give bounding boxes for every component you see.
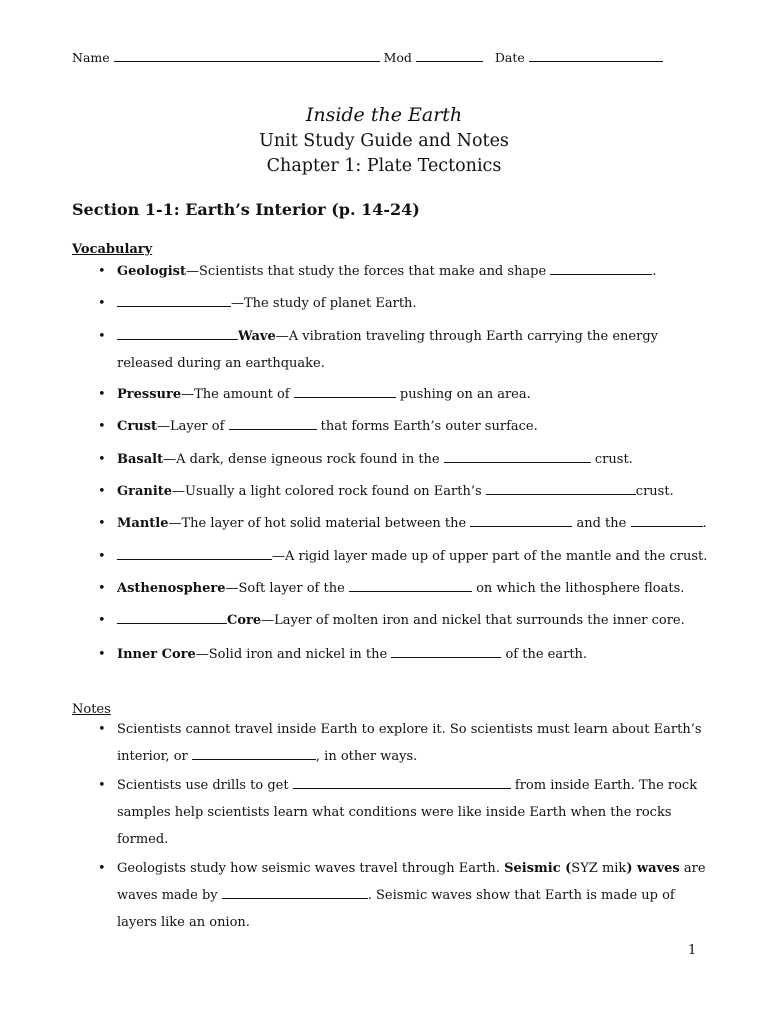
date-blank[interactable] — [529, 48, 663, 62]
vocab-definition-mid: and the — [576, 516, 627, 531]
answer-blank[interactable] — [294, 384, 396, 398]
answer-blank[interactable] — [117, 546, 272, 560]
vocab-item-outer-core — [117, 607, 707, 634]
vocab-term: Pressure — [117, 387, 182, 402]
vocab-item-geologist — [117, 258, 707, 285]
note-text: Scientists cannot travel inside Earth to explore it. So scientists must learn about Earth’s interior, or — [117, 722, 702, 764]
note-text: Geologists study how seismic waves travel through Earth. — [117, 861, 500, 876]
answer-blank[interactable] — [444, 449, 591, 463]
vocab-term: Wave — [238, 329, 276, 344]
vocab-definition-end: pushing on an area. — [399, 387, 531, 402]
vocab-definition: —Usually a light colored rock found on Earth’s — [172, 484, 482, 499]
note-term-end: ) waves — [626, 861, 680, 876]
vocab-item-lithosphere — [117, 543, 707, 570]
vocab-definition-end: crust. — [635, 484, 674, 499]
vocab-term: Asthenosphere — [117, 581, 226, 596]
vocab-term: Crust — [117, 419, 157, 434]
vocab-definition-end: . — [702, 516, 707, 531]
vocab-definition-end: that forms Earth’s outer surface. — [320, 419, 538, 434]
vocab-term: Geologist — [117, 264, 187, 279]
vocab-term: Inner Core — [117, 647, 196, 662]
note-item-drills — [117, 772, 707, 853]
vocab-definition: —Scientists that study the forces that make and shape — [186, 264, 547, 279]
title-chapter: Chapter 1: Plate Tectonics — [266, 156, 502, 176]
note-text-end: from inside Earth. The rock samples help scientists learn what conditions were like inside Earth when the rocks formed. — [117, 778, 698, 847]
vocab-term: Basalt — [117, 452, 164, 467]
note-text-end: , in other ways. — [315, 749, 418, 764]
answer-blank[interactable] — [222, 885, 368, 899]
vocab-definition-end: on which the lithosphere floats. — [476, 581, 685, 596]
answer-blank[interactable] — [293, 775, 511, 789]
answer-blank[interactable] — [470, 513, 572, 527]
vocab-definition: —The amount of — [181, 387, 290, 402]
notes-label: Notes — [72, 702, 111, 717]
answer-blank[interactable] — [229, 416, 317, 430]
answer-blank[interactable] — [192, 746, 316, 760]
vocab-definition: —Layer of — [156, 419, 225, 434]
name-label: Name — [72, 50, 110, 65]
vocab-item-asthenosphere — [117, 575, 707, 602]
note-item-seismic-waves — [117, 855, 707, 936]
vocabulary-label: Vocabulary — [72, 242, 153, 257]
answer-blank[interactable] — [349, 578, 472, 592]
vocab-definition: —A vibration traveling through Earth carrying the energy released during an earthquake. — [117, 329, 658, 371]
vocab-definition: —Solid iron and nickel in the — [195, 647, 388, 662]
note-pronunciation: SYZ mik — [571, 861, 627, 876]
title-subtitle: Unit Study Guide and Notes — [259, 131, 509, 151]
note-text-mid: are waves made by — [117, 861, 706, 903]
mod-label: Mod — [383, 50, 412, 65]
date-label: Date — [494, 50, 525, 65]
vocab-item-inner-core — [117, 641, 707, 668]
vocab-term: Core — [227, 613, 262, 628]
vocab-item-granite — [117, 478, 707, 505]
answer-blank[interactable] — [117, 326, 238, 340]
answer-blank[interactable] — [550, 261, 652, 275]
vocab-definition: —Soft layer of the — [225, 581, 345, 596]
vocab-definition-end: crust. — [594, 452, 633, 467]
vocab-item-pressure — [117, 381, 707, 408]
vocab-definition: —The study of planet Earth. — [231, 296, 417, 311]
note-item-interior — [117, 716, 707, 770]
vocab-definition: —The layer of hot solid material between the — [168, 516, 467, 531]
vocab-definition: —A dark, dense igneous rock found in the — [163, 452, 440, 467]
vocab-definition-end: . — [652, 264, 657, 279]
vocab-item-seismic-wave — [117, 323, 707, 377]
vocab-term: Granite — [117, 484, 173, 499]
answer-blank[interactable] — [117, 610, 227, 624]
vocab-definition: —Layer of molten iron and nickel that surrounds the inner core. — [261, 613, 685, 628]
vocab-definition: —A rigid layer made up of upper part of the mantle and the crust. — [272, 549, 708, 564]
answer-blank[interactable] — [486, 481, 636, 495]
note-text: Scientists use drills to get — [117, 778, 289, 793]
vocab-term: Mantle — [117, 516, 169, 531]
section-heading: Section 1-1: Earth’s Interior (p. 14-24) — [72, 200, 420, 219]
vocab-item-crust — [117, 413, 707, 440]
answer-blank[interactable] — [391, 644, 501, 658]
vocab-item-basalt — [117, 446, 707, 473]
vocab-definition-end: of the earth. — [505, 647, 588, 662]
answer-blank[interactable] — [117, 293, 231, 307]
name-blank[interactable] — [114, 48, 380, 62]
note-term: Seismic ( — [504, 861, 572, 876]
title-main: Inside the Earth — [305, 104, 463, 126]
vocab-item-mantle — [117, 510, 707, 537]
mod-blank[interactable] — [416, 48, 483, 62]
answer-blank[interactable] — [631, 513, 703, 527]
vocab-item-geology — [117, 290, 707, 317]
page-number: 1 — [688, 943, 697, 958]
student-info-line — [72, 48, 663, 65]
note-text-end: . Seismic waves show that Earth is made up of layers like an onion. — [117, 888, 675, 930]
